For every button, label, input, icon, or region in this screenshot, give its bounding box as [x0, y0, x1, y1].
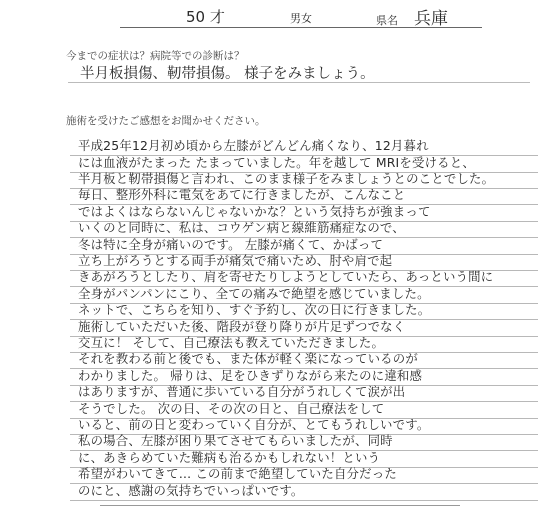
text-line-content: 冬は特に全身が痛いのです。 左膝が痛くて、かばって — [78, 236, 384, 252]
text-line-content: 立ち上がろうとする両手が痛気で痛いため、肘や肩で起 — [78, 253, 393, 269]
text-line-content: 施術していただいた後、階段が登り降りが片足ずつでなく — [78, 318, 406, 334]
text-line-content: 交互に！ そして、自己療法も教えていただきました。 — [78, 335, 385, 351]
bottom-rule — [100, 505, 460, 506]
text-line-content: はありますが、普通に歩いている自分がうれしくて涙が出 — [78, 384, 406, 400]
text-line-content: そうでした。 次の日、その次の日と、自己療法をして — [78, 400, 385, 416]
text-line-content: いると、前の日と変わっていく自分が、とてもうれしいです。 — [78, 417, 430, 433]
text-line-content: 希望がわいてきて… この前まで絶望していた自分だった — [78, 466, 397, 482]
diagnosis-answer: 半月板損傷、靭帯損傷。 様子をみましょう。 — [80, 66, 375, 82]
header-info — [0, 0, 540, 40]
text-line-content: わかりました。 帰りは、足をひきずりながら来たのに違和感 — [78, 367, 423, 383]
sex-field: 男女 — [290, 12, 312, 25]
text-line — [70, 480, 538, 500]
text-line-content: 全身がパンパンにこり、全ての痛みで絶望を感じていました。 — [78, 285, 430, 301]
text-line-content: に、あきらめていた難病も治るかもしれない！という — [78, 449, 381, 465]
text-line-content: 半月板と靭帯損傷と言われ、このまま様子をみましょうとのことでした。 — [78, 171, 495, 187]
text-line-content: 平成25年12月初め頃から左膝がどんどん痛くなり、12月暮れ — [78, 138, 429, 154]
text-line-content: それを教わる前と後でも、また体が軽く楽になっているのが — [78, 351, 418, 367]
text-line-content: ネットで、こちらを知り、すぐ予約し、次の日に行きました。 — [78, 302, 431, 318]
text-line-content: ではよくはならないんじゃないかな？という気持ちが強まって — [78, 203, 431, 219]
text-line-content: には血液がたまった たまっていました。年を越して MRIを受けると、 — [78, 154, 475, 170]
prefecture-label: 県名 — [376, 14, 398, 27]
age-value: 50 才 — [186, 8, 225, 26]
question-symptoms: 今までの症状は？病院等での診断は？ — [66, 50, 245, 62]
question-impressions: 施術を受けたご感想をお聞かせください。 — [66, 115, 266, 127]
text-line-content: きあがろうとしたり、肩を寄せたりしようとしていたら、あっという間に — [78, 269, 494, 285]
text-line-content: 私の場合、左膝が困り果てさせてもらいましたが、同時 — [78, 433, 393, 449]
text-line-content: 毎日、整形外科に電気をあてに行きましたが、こんなこと — [78, 187, 406, 203]
text-line-content: いくのと同時に、私は、コウゲン病と線維筋痛症なので、 — [78, 220, 405, 236]
prefecture-value: 兵庫 — [414, 9, 448, 29]
text-line-content: のにと、感謝の気持ちでいっぱいです。 — [78, 482, 304, 498]
